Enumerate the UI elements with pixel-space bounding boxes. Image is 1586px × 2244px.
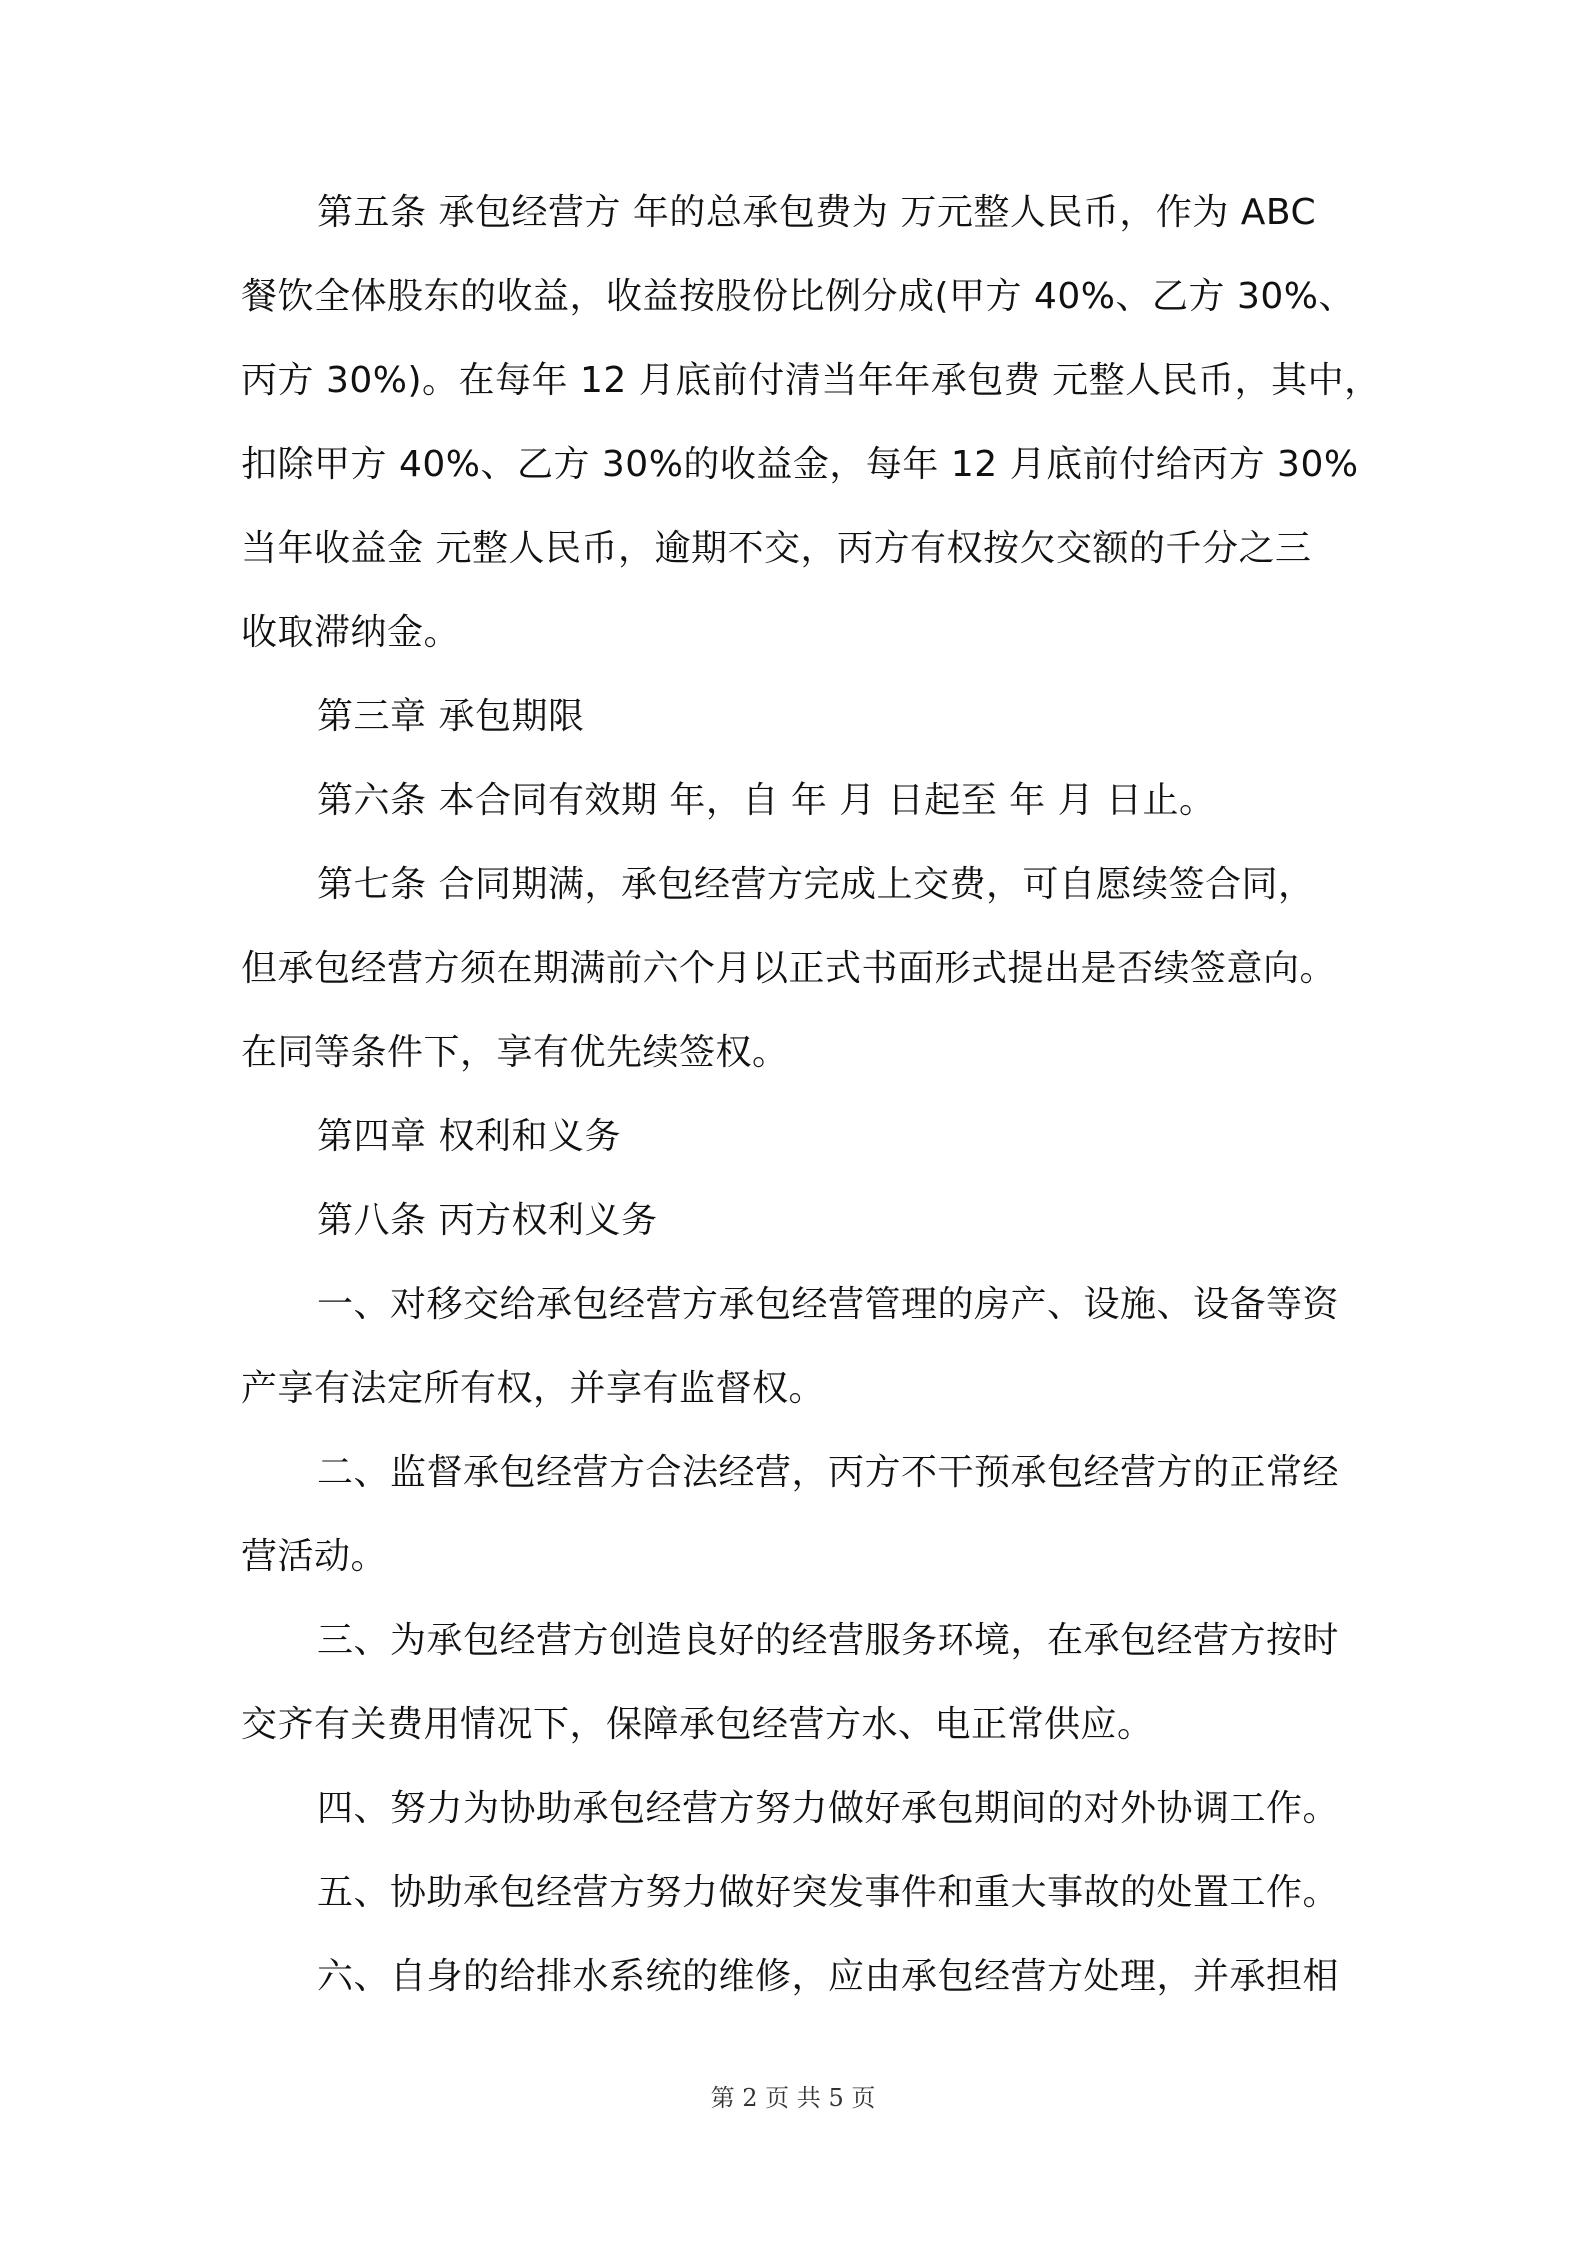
article-8-heading: 第八条 丙方权利义务: [317, 1200, 658, 1241]
text-line-article-7-2: 但承包经营方须在期满前六个月以正式书面形式提出是否续签意向。: [241, 948, 1337, 989]
text-line-article-6: 第六条 本合同有效期 年，自 年 月 日起至 年 月 日止。: [317, 780, 1216, 821]
text-line-item-2-2: 营活动。: [241, 1536, 388, 1577]
text-line-item-3-1: 三、为承包经营方创造良好的经营服务环境，在承包经营方按时: [317, 1620, 1340, 1661]
text-line-item-2-1: 二、监督承包经营方合法经营，丙方不干预承包经营方的正常经: [317, 1452, 1340, 1493]
text-line-item-3-2: 交齐有关费用情况下，保障承包经营方水、电正常供应。: [241, 1704, 1154, 1745]
text-line-article-5-1: 第五条 承包经营方 年的总承包费为 万元整人民币，作为 ABC: [317, 192, 1317, 233]
text-line-item-1-2: 产享有法定所有权，并享有监督权。: [241, 1368, 826, 1409]
text-line-article-5-4: 扣除甲方 40%、乙方 30%的收益金，每年 12 月底前付给丙方 30%: [241, 444, 1359, 485]
text-line-item-5: 五、协助承包经营方努力做好突发事件和重大事故的处置工作。: [317, 1872, 1340, 1913]
text-line-item-6: 六、自身的给排水系统的维修，应由承包经营方处理，并承担相: [317, 1956, 1340, 1997]
text-line-article-5-5: 当年收益金 元整人民币，逾期不交，丙方有权按欠交额的千分之三: [241, 528, 1312, 569]
page-number-footer: 第 2 页 共 5 页: [710, 2084, 876, 2112]
chapter-4-heading: 第四章 权利和义务: [317, 1116, 621, 1157]
chapter-3-heading: 第三章 承包期限: [317, 696, 585, 737]
text-line-item-1-1: 一、对移交给承包经营方承包经营管理的房产、设施、设备等资: [317, 1284, 1340, 1325]
text-line-article-7-1: 第七条 合同期满，承包经营方完成上交费，可自愿续签合同，: [317, 864, 1315, 905]
text-line-item-4: 四、努力为协助承包经营方努力做好承包期间的对外协调工作。: [317, 1788, 1340, 1829]
text-line-article-5-2: 餐饮全体股东的收益，收益按股份比例分成(甲方 40%、乙方 30%、: [241, 276, 1355, 317]
text-line-article-5-3: 丙方 30%)。在每年 12 月底前付清当年年承包费 元整人民币，其中，: [241, 360, 1381, 401]
text-line-article-5-6: 收取滞纳金。: [241, 612, 461, 653]
text-line-article-7-3: 在同等条件下，享有优先续签权。: [241, 1032, 789, 1073]
